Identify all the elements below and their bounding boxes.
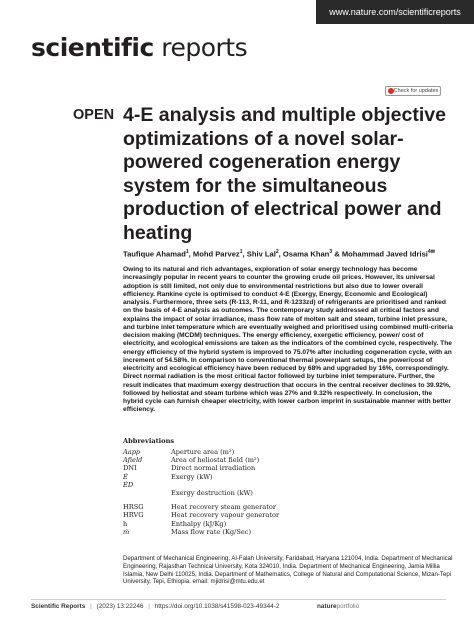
page-footer — [31, 603, 359, 610]
author-affiliation: 3 — [329, 249, 333, 255]
journal-url-bar[interactable]: www.nature.com/scientificreports — [316, 0, 474, 24]
journal-logo-light: reports — [153, 33, 248, 62]
abbreviation-row — [123, 448, 373, 456]
abbreviation-definition: Heat recovery vapour generator — [171, 511, 280, 520]
publisher-logo-light: portfolio — [336, 603, 360, 610]
abbreviation-definition: Area of heliostat field (m²) — [171, 456, 260, 465]
abbreviation-spacer — [123, 489, 171, 497]
author-affiliation: 2 — [275, 249, 279, 255]
author-name[interactable]: Osama Khan — [282, 249, 330, 259]
abbreviation-definition: Mass flow rate (Kg/Sec) — [171, 527, 252, 536]
abbreviation-symbol: Afield — [123, 456, 143, 465]
author-affiliation: 1 — [185, 249, 189, 255]
journal-logo-bold: scientific — [31, 33, 154, 62]
abbreviation-symbol: HRSG — [123, 503, 144, 512]
abbreviation-definition: Enthalpy (kJ/Kg) — [171, 519, 227, 528]
abbreviation-symbol: Aapp — [123, 448, 141, 456]
author-affiliation: 1 — [239, 249, 243, 255]
abbreviation-symbol: ĖD — [123, 480, 134, 489]
abbreviation-symbol: HRVG — [123, 511, 144, 520]
abbreviation-row — [123, 456, 373, 464]
check-updates-icon — [388, 88, 394, 94]
abbreviation-row — [123, 511, 373, 519]
abbreviation-symbol: Ė — [123, 472, 128, 481]
abbreviation-row — [123, 520, 373, 528]
footer-separator: | — [90, 603, 92, 610]
abbreviation-row — [123, 481, 373, 489]
article-title: 4-E analysis and multiple objective optimizations of a novel solar-powered cogeneration energy system for the simultaneous production of electrical power and heating — [123, 104, 446, 244]
author-name[interactable]: Mohammad Javed Idrisi — [341, 249, 428, 259]
author-list: Taufique Ahamad$^1$, Mohd Parvez$^1$, Shiv Lal$^2$, Osama Khan$^3$ & Mohammad Javed Idrisi$^{4✉}$ — [123, 249, 435, 259]
abbreviation-row — [123, 503, 373, 511]
abbreviation-symbol: DNI — [123, 464, 137, 473]
journal-logo[interactable] — [31, 33, 247, 62]
footer-journal: Scientific Reports — [31, 603, 86, 610]
abbreviation-definition: Direct normal irradiation — [171, 464, 256, 473]
abbreviation-symbol: h — [123, 519, 128, 528]
check-updates-label: Check for updates — [393, 88, 439, 94]
abbreviation-row — [123, 528, 373, 536]
abbreviation-definition: Aperture area (m²) — [171, 448, 235, 456]
author-affiliation: 4✉ — [427, 249, 435, 255]
abbreviation-definition: Heat recovery steam generator — [171, 503, 276, 512]
abbreviation-definition — [171, 481, 373, 489]
footer-doi-link[interactable]: https://doi.org/10.1038/s41598-023-49344-2 — [154, 603, 280, 610]
abbreviations-section — [123, 437, 373, 536]
publisher-logo-bold: nature — [317, 603, 337, 610]
author-name[interactable]: Mohd Parvez — [192, 249, 240, 259]
abbreviations-heading: Abbreviations — [123, 437, 175, 445]
author-name[interactable]: Shiv Lal — [246, 249, 276, 259]
footer-divider — [31, 599, 446, 600]
open-access-label: OPEN — [73, 107, 115, 123]
abbreviation-row — [123, 464, 373, 472]
affiliations-footnote: Department of Mechanical Engineering, Al-Falah University, Faridabad, Haryana 121004, India. Department of Mechanical Engineering, Rajasthan Technical University, Kota 324010, India. Department of Mechanical Engineering, Jamia Millia Islamia, New Delhi 110025, India. Department of Mathematics, College of Natural and Computational Science, Mizan-Tepi University, Tepi, Ethiopia. email: mjidrisi@mtu.edu.et — [123, 555, 453, 586]
abbreviation-row — [123, 489, 373, 497]
author-name[interactable]: Taufique Ahamad — [123, 249, 186, 259]
abbreviation-symbol: ṁ — [123, 527, 130, 536]
check-for-updates-button[interactable] — [385, 86, 441, 96]
abbreviation-row — [123, 473, 373, 481]
footer-separator: | — [148, 603, 150, 610]
abbreviation-definition: Exergy (kW) — [171, 472, 213, 481]
footer-issue: (2023) 13:22246 — [96, 603, 144, 610]
abbreviation-definition: Exergy destruction (kW) — [171, 489, 253, 498]
abstract-text: Owing to its natural and rich advantages, exploration of solar energy technology has become increasingly popular in recent years to counter the growing crude oil prices. However, its universal adoption is still limited, not only due to environmental restrictions but also due to lower overall efficiency. Rankine cycle is optimised to conduct 4-E (Exergy, Energy, Economic and Ecological) analysis. Furthermore, three sets (R-113, R-11, and R-1233zd) of refrigerants are prioritised and ranked on the basis of 4-E analysis as outcomes. The contemporary study addressed all critical factors and explains the impact of solar irradiance, mass flow rate of molten salt and steam, turbine inlet pressure, and turbine inlet temperature which are eventually weighed and prioritised using combined multi-criteria decision making (MCDM) techniques. The energy efficiency, exergetic efficiency, power/ cost of electricity, and ecological emissions are taken as the indicators of the combined cycle, respectively. The energy efficiency of the hybrid system is improved to 75.07% after including cogeneration cycle, with an increment of 54.58%. In comparison to conventional thermal powerplant setups, the power/cost of electricity and ecological efficiency have been reduced by 68% and upgraded by 16%, correspondingly. Direct normal radiation is the most critical factor followed by turbine inlet temperature. Further, the result indicates that maximum exergy destruction that occurs in the central receiver declines to 39.92%, followed by heliostat and steam turbine which was 27% and 9.32% respectively. In conclusion, the hybrid cycle can furnish cheaper electricity, with lower carbon imprint in sustainable manner with better efficiency. — [123, 266, 453, 414]
